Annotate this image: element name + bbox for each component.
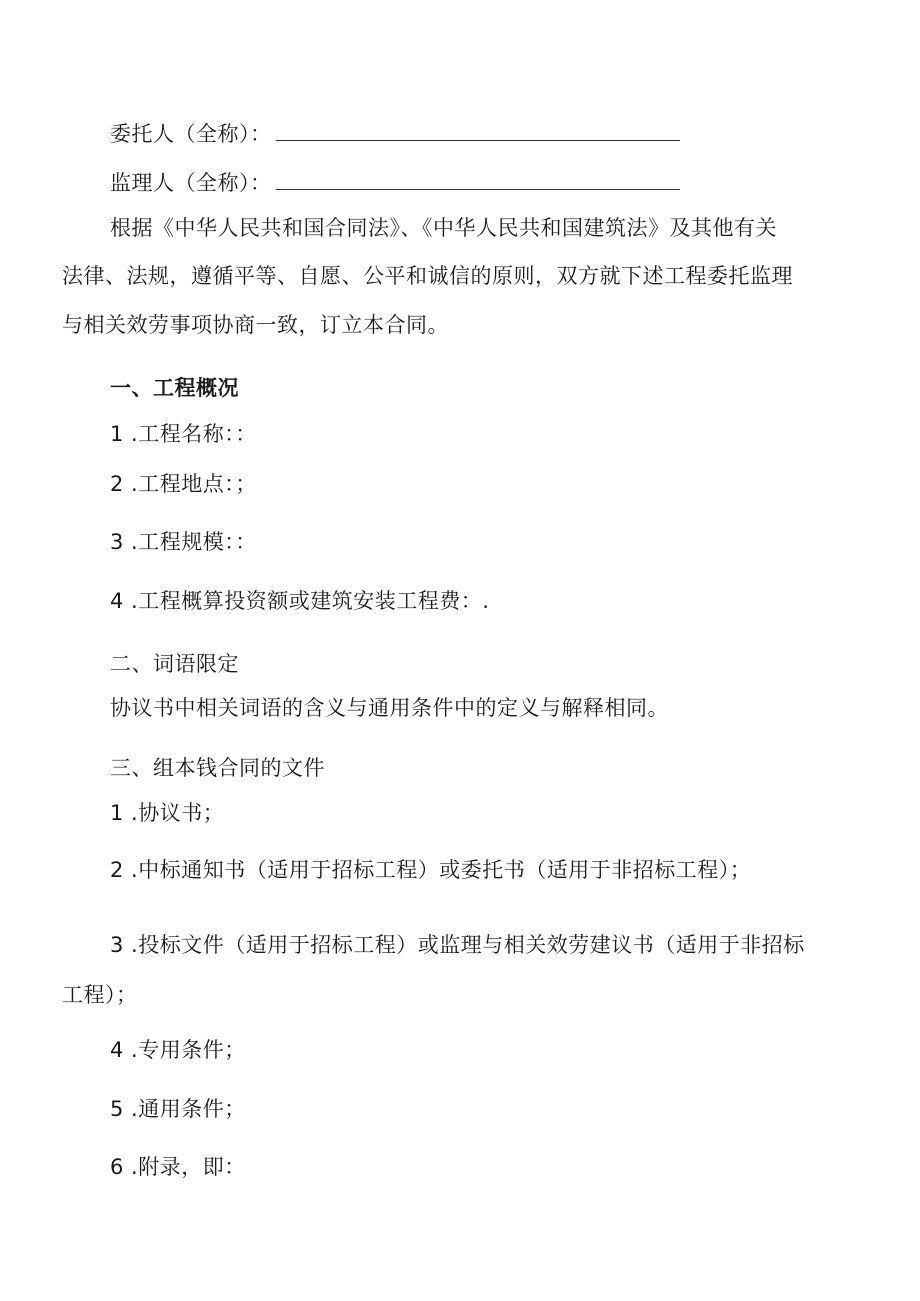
section3-item-4: 4 .专用条件； xyxy=(110,1038,246,1062)
section3-item-5: 5 .通用条件； xyxy=(110,1097,246,1121)
section3-item-1: 1 .协议书； xyxy=(110,801,225,825)
intro-line-2: 法律、法规，遵循平等、自愿、公平和诚信的原则，双方就下述工程委托监理 xyxy=(62,264,793,288)
section1-title: 一、工程概况 xyxy=(110,376,239,400)
section1-item-2: 2 .工程地点：； xyxy=(110,472,257,496)
section1-item-4: 4 .工程概算投资额或建筑安装工程费：. xyxy=(110,589,490,613)
principal-label: 委托人（全称）： xyxy=(110,122,272,146)
section1-item-1: 1 .工程名称：： xyxy=(110,422,257,446)
section2-body: 协议书中相关词语的含义与通用条件中的定义与解释相同。 xyxy=(110,696,669,720)
intro-line-1: 根据《中华人民共和国合同法》、《中华人民共和国建筑法》及其他有关 xyxy=(110,216,777,240)
section3-item-3: 3 .投标文件（适用于招标工程）或监理与相关效劳建议书（适用于非招标 xyxy=(110,933,805,957)
section3-item-2: 2 .中标通知书（适用于招标工程）或委托书（适用于非招标工程）； xyxy=(110,858,752,882)
supervisor-field-row xyxy=(110,167,680,198)
section1-item-3: 3 .工程规模：： xyxy=(110,530,257,554)
supervisor-label: 监理人（全称）： xyxy=(110,171,272,195)
intro-line-3: 与相关效劳事项协商一致，订立本合同。 xyxy=(62,313,449,337)
section3-item-6: 6 .附录，即： xyxy=(110,1155,246,1179)
principal-blank-line xyxy=(276,118,680,141)
section2-title: 二、词语限定 xyxy=(110,652,239,676)
principal-field-row xyxy=(110,118,680,149)
section3-item-3-continued: 工程）； xyxy=(62,983,138,1007)
section3-title: 三、组本钱合同的文件 xyxy=(110,756,325,780)
supervisor-blank-line xyxy=(276,167,680,190)
